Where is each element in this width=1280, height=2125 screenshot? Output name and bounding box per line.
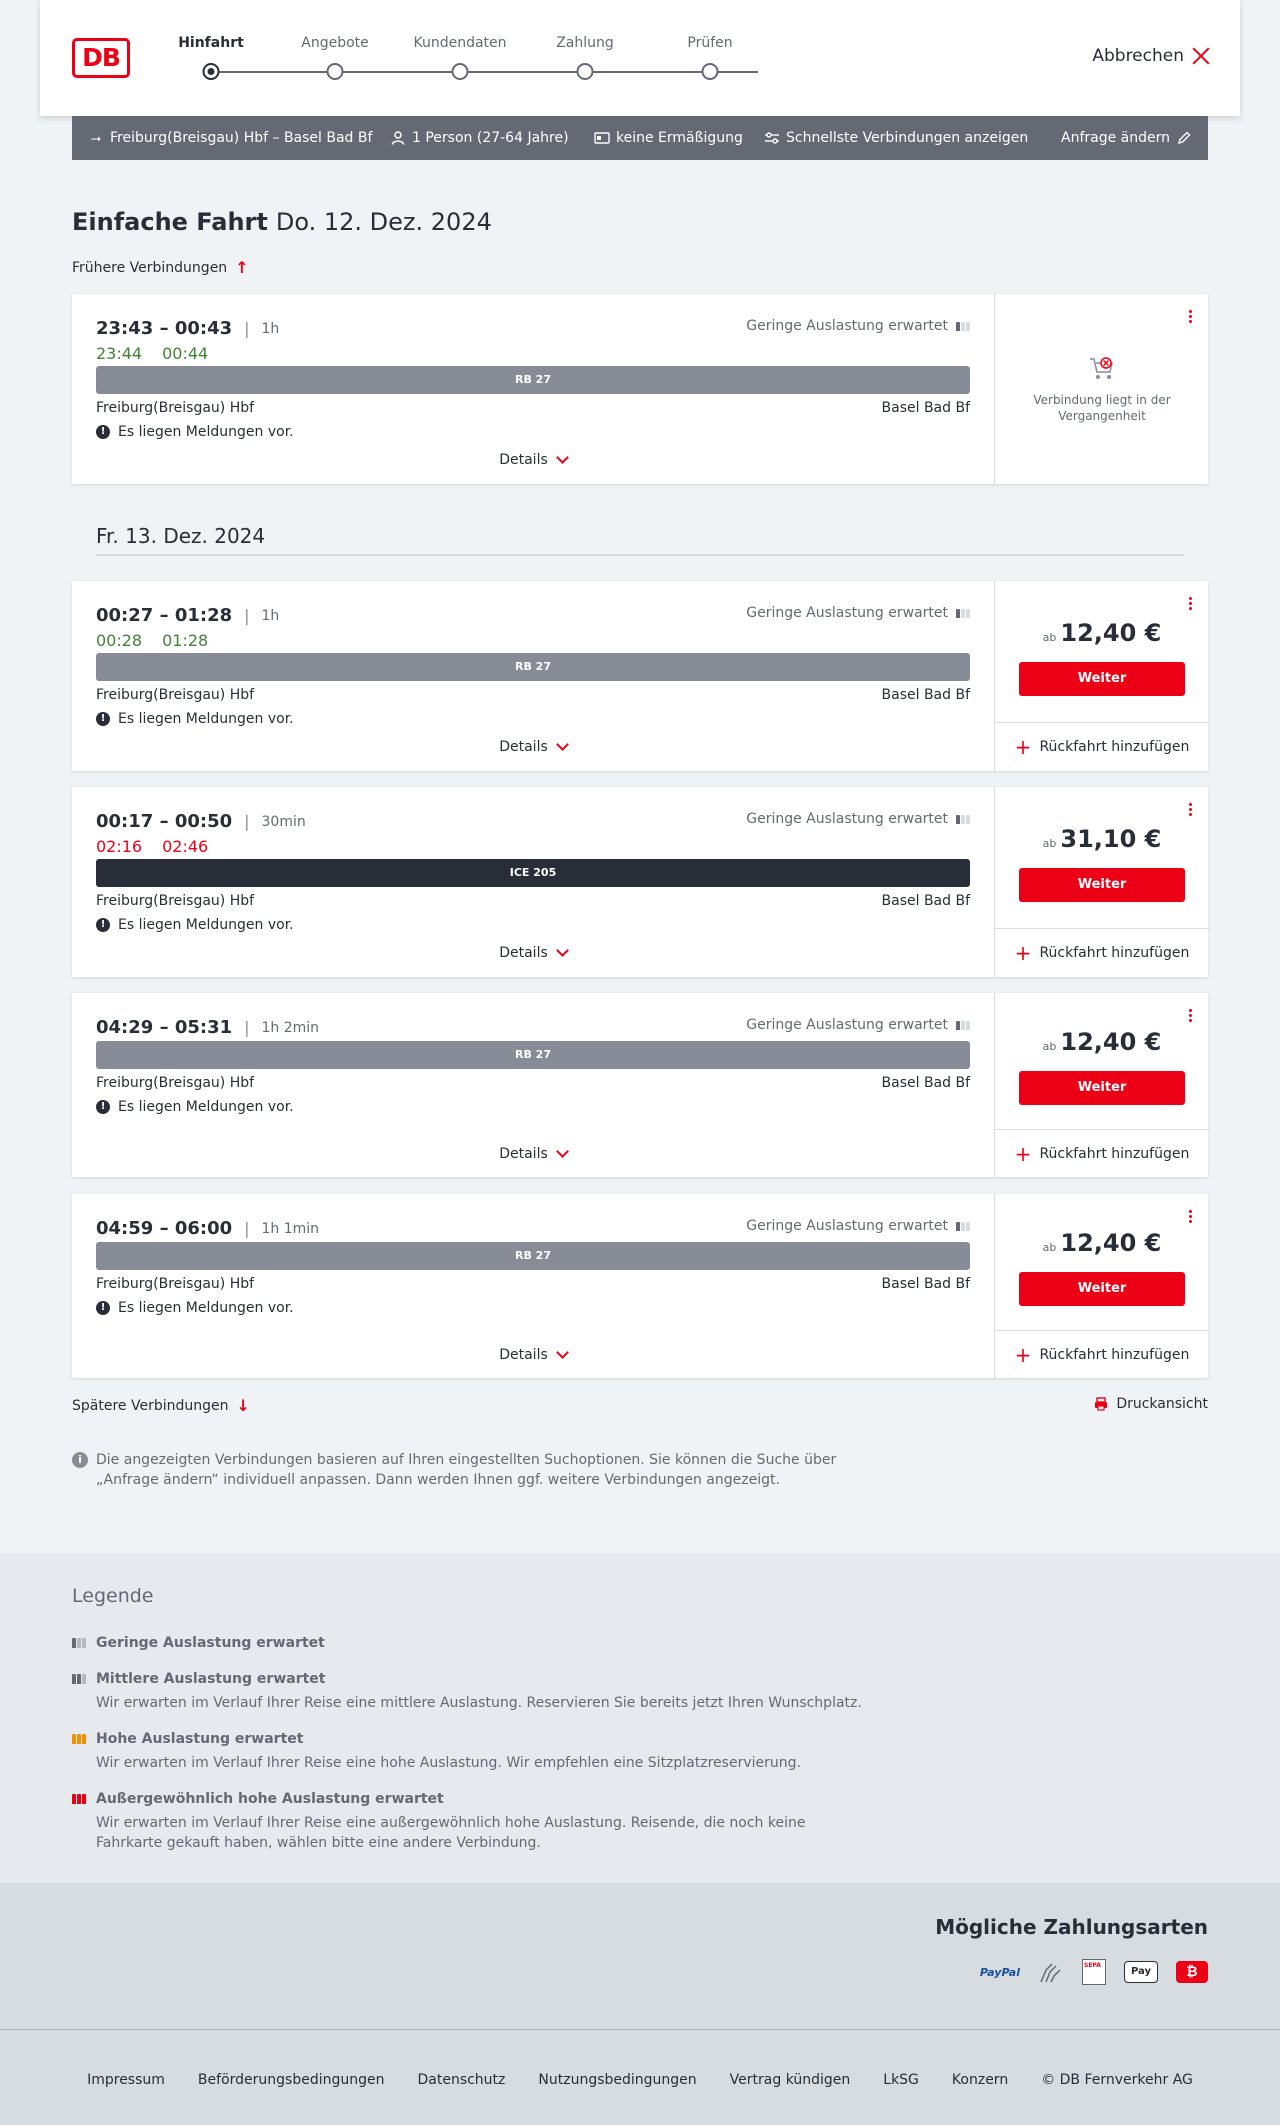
connection-times: 00:27 – 01:28 | 1h [96,605,280,626]
add-return-button[interactable] [995,1330,1209,1378]
notice-text: Es liegen Meldungen vor. [118,917,294,933]
load-text: Geringe Auslastung erwartet [746,811,948,827]
realtime-departure: 00:28 [96,631,143,650]
details-label: Details [499,739,548,755]
duration: 1h [261,607,280,624]
destination-station: Basel Bad Bf [881,687,970,703]
connection-card [72,787,1208,977]
footer-link-datenschutz[interactable]: Datenschutz [417,2072,506,2088]
train-bar[interactable]: RB 27 [96,366,970,394]
connection-times: 00:17 – 00:50 | 30min [96,811,306,832]
earlier-connections-link[interactable] [72,258,249,277]
occupancy-low-icon [956,609,970,618]
load-indicator [746,605,970,621]
connection-card [72,1194,1208,1378]
train-bar[interactable]: RB 27 [96,1242,970,1270]
departure-arrival: 00:27 – 01:28 [96,605,233,626]
step-zahlung-dot [577,63,594,80]
duration: 1h 1min [261,1220,320,1237]
summary-passengers [390,116,569,160]
departure-arrival: 23:43 – 00:43 [96,318,233,339]
chevron-down-icon [556,1145,569,1158]
realtime-departure: 23:44 [96,344,143,363]
legend-item-high [72,1731,872,1773]
train-bar[interactable]: RB 27 [96,653,970,681]
load-indicator [746,811,970,827]
details-toggle[interactable] [72,1146,994,1162]
alert-icon: ! [96,425,110,439]
arrow-right-icon: ⭢ [90,130,102,146]
price-value: 12,40 € [1060,619,1162,647]
add-return-label: Rückfahrt hinzufügen [1039,738,1190,755]
price [995,1229,1209,1257]
duration: 1h [261,320,280,337]
plus-icon: + [1014,734,1032,759]
departure-arrival: 04:29 – 05:31 [96,1017,233,1038]
stepper-line [210,71,758,73]
footer-link-vertrag-kuendigen[interactable]: Vertrag kündigen [729,2072,851,2088]
cart-unavailable-icon [1088,356,1116,382]
legend-item-exceptional [72,1791,872,1853]
connection-card [72,294,1208,484]
price-value: 12,40 € [1060,1229,1162,1257]
alert-icon: ! [96,712,110,726]
notice [96,424,294,440]
chevron-down-icon [556,738,569,751]
footer-link-konzern[interactable]: Konzern [951,2072,1009,2088]
footer-link-befoerderungsbedingungen[interactable]: Beförderungsbedingungen [197,2072,385,2088]
load-text: Geringe Auslastung erwartet [746,1017,948,1033]
print-view-link[interactable] [1094,1396,1208,1412]
occupancy-exceptional-icon [72,1794,88,1804]
origin-station: Freiburg(Breisgau) Hbf [96,1276,255,1292]
connection-card [72,581,1208,771]
summary-route-text: Freiburg(Breisgau) Hbf – Basel Bad Bf [110,130,373,146]
footer-link-impressum[interactable]: Impressum [87,2072,165,2088]
apple-pay-icon: Pay [1124,1961,1158,1983]
summary-discount [594,116,743,160]
more-options-icon[interactable] [1189,1009,1192,1022]
earlier-connections-label: Frühere Verbindungen [72,259,228,276]
chevron-down-icon [556,451,569,464]
continue-button[interactable]: Weiter [1019,662,1185,696]
step-angebote-dot [327,63,344,80]
edit-request-button[interactable] [1061,116,1192,160]
step-angebote-label: Angebote [301,35,369,51]
realtime-times [96,837,228,856]
continue-button[interactable]: Weiter [1019,1272,1185,1306]
departure-arrival: 04:59 – 06:00 [96,1218,233,1239]
step-zahlung-label: Zahlung [556,35,614,51]
chevron-down-icon [556,1346,569,1359]
summary-option-text: Schnellste Verbindungen anzeigen [786,130,1029,146]
step-kundendaten-dot [452,63,469,80]
paypal-icon: PayPal [979,1965,1020,1979]
person-icon [390,131,406,145]
add-return-button[interactable] [995,722,1209,770]
summary-discount-text: keine Ermäßigung [616,130,743,146]
summary-option [764,116,1028,160]
add-return-label: Rückfahrt hinzufügen [1039,944,1190,961]
origin-station: Freiburg(Breisgau) Hbf [96,893,255,909]
sepa-icon [1082,1959,1106,1985]
load-text: Geringe Auslastung erwartet [746,605,948,621]
train-bar[interactable]: ICE 205 [96,859,970,887]
realtime-arrival: 02:46 [162,837,209,856]
printer-icon [1094,1397,1108,1411]
add-return-label: Rückfahrt hinzufügen [1039,1346,1190,1363]
edit-request-label: Anfrage ändern [1061,130,1170,146]
notice [96,1300,294,1316]
load-indicator [746,318,970,334]
realtime-departure: 02:16 [96,837,143,856]
info-icon: i [72,1452,88,1468]
train-bar[interactable]: RB 27 [96,1041,970,1069]
step-kundendaten-label: Kundendaten [413,35,507,51]
occupancy-low-icon [956,1222,970,1231]
price-prefix: ab [1042,631,1057,644]
more-options-icon[interactable] [1189,1210,1192,1223]
occupancy-low-icon [956,1021,970,1030]
more-options-icon[interactable] [1189,803,1192,816]
close-icon [1192,47,1210,65]
occupancy-low-icon [956,322,970,331]
details-label: Details [499,1347,548,1363]
origin-station: Freiburg(Breisgau) Hbf [96,687,255,703]
cancel-label: Abbrechen [1092,46,1184,66]
legend-label: Hohe Auslastung erwartet [96,1731,304,1747]
arrow-down-icon: ↓ [236,1396,250,1415]
summary-passengers-text: 1 Person (27-64 Jahre) [412,130,569,146]
legend-label: Geringe Auslastung erwartet [96,1635,325,1651]
price-prefix: ab [1042,1241,1057,1254]
notice-text: Es liegen Meldungen vor. [118,424,294,440]
trip-type: Einfache Fahrt [72,208,268,236]
destination-station: Basel Bad Bf [881,1075,970,1091]
legend-description: Wir erwarten im Verlauf Ihrer Reise eine außergewöhnlich hohe Auslastung. Reisende, die noch keine Fahrkarte gekauft haben, wählen bitte eine andere Verbindung. [96,1815,806,1851]
travel-date: Do. 12. Dez. 2024 [275,208,492,236]
origin-station: Freiburg(Breisgau) Hbf [96,400,255,416]
notice [96,1099,294,1115]
alert-icon: ! [96,1301,110,1315]
occupancy-low-icon [956,815,970,824]
origin-station: Freiburg(Breisgau) Hbf [96,1075,255,1091]
realtime-times [96,631,228,650]
past-connection-text: Verbindung liegt in der Vergangenheit [1033,393,1171,423]
legend-item-medium [72,1671,872,1713]
db-payment-icon: ₿ [1176,1961,1208,1983]
step-hinfahrt-label: Hinfahrt [178,35,244,51]
notice-text: Es liegen Meldungen vor. [118,1099,294,1115]
price [995,619,1209,647]
duration: 30min [261,813,306,830]
search-summary-bar [72,116,1208,160]
continue-button[interactable]: Weiter [1019,1071,1185,1105]
occupancy-high-icon [72,1734,88,1744]
realtime-times [96,344,228,363]
details-toggle[interactable] [72,1347,994,1363]
legend-label: Mittlere Auslastung erwartet [96,1671,326,1687]
card-icon [594,132,610,144]
more-options-icon[interactable] [1189,310,1192,323]
add-return-button[interactable] [995,928,1209,976]
price-prefix: ab [1042,837,1057,850]
price-value: 31,10 € [1060,825,1162,853]
details-label: Details [499,452,548,468]
duration: 1h 2min [261,1019,320,1036]
add-return-button[interactable] [995,1129,1209,1177]
later-connections-link[interactable] [72,1396,250,1415]
occupancy-medium-icon [72,1674,88,1684]
destination-station: Basel Bad Bf [881,1276,970,1292]
payment-icons [980,1959,1208,1985]
filter-icon [764,132,780,144]
copyright: © DB Fernverkehr AG [1041,2072,1193,2088]
payment-title: Mögliche Zahlungsarten [935,1915,1208,1939]
arrow-up-icon: ↑ [235,258,249,277]
cancel-button[interactable] [1092,46,1210,66]
occupancy-low-icon [72,1638,88,1648]
details-label: Details [499,1146,548,1162]
price-prefix: ab [1042,1040,1057,1053]
past-connection-info [995,356,1209,424]
continue-button[interactable]: Weiter [1019,868,1185,902]
connection-times: 04:29 – 05:31 | 1h 2min [96,1017,320,1038]
load-indicator [746,1218,970,1234]
price [995,1028,1209,1056]
legend-item-low [72,1635,872,1651]
db-logo[interactable]: DB [72,38,130,78]
notice-text: Es liegen Meldungen vor. [118,711,294,727]
details-label: Details [499,945,548,961]
details-toggle[interactable] [72,452,994,468]
load-indicator [746,1017,970,1033]
notice [96,917,294,933]
connection-times: 04:59 – 06:00 | 1h 1min [96,1218,320,1239]
pencil-icon [1176,131,1192,145]
alert-icon: ! [96,918,110,932]
footer-link-lksg[interactable]: LkSG [883,2072,919,2088]
destination-station: Basel Bad Bf [881,400,970,416]
details-toggle[interactable] [72,945,994,961]
search-info [72,1450,852,1490]
more-options-icon[interactable] [1189,597,1192,610]
plus-icon: + [1014,940,1032,965]
legend-section [0,1553,1280,1883]
alert-icon: ! [96,1100,110,1114]
plus-icon: + [1014,1342,1032,1367]
departure-arrival: 00:17 – 00:50 [96,811,233,832]
price [995,825,1209,853]
progress-header [40,0,1240,116]
notice [96,711,294,727]
realtime-arrival: 00:44 [162,344,209,363]
step-pruefen-dot [702,63,719,80]
notice-text: Es liegen Meldungen vor. [118,1300,294,1316]
legend-label: Außergewöhnlich hohe Auslastung erwartet [96,1791,444,1807]
price-value: 12,40 € [1060,1028,1162,1056]
legend-description: Wir erwarten im Verlauf Ihrer Reise eine hohe Auslastung. Wir empfehlen eine Sitzplatzreservierung. [96,1755,801,1771]
details-toggle[interactable] [72,739,994,755]
payment-section [0,1883,1280,2029]
direct-debit-icon [1038,1960,1064,1984]
connection-times: 23:43 – 00:43 | 1h [96,318,280,339]
load-text: Geringe Auslastung erwartet [746,1218,948,1234]
load-text: Geringe Auslastung erwartet [746,318,948,334]
sepa-label: SEPA [1084,1962,1101,1969]
date-separator: Fr. 13. Dez. 2024 [96,524,1184,556]
print-view-label: Druckansicht [1116,1396,1208,1412]
connection-card [72,993,1208,1177]
chevron-down-icon [556,944,569,957]
realtime-arrival: 01:28 [162,631,209,650]
plus-icon: + [1014,1141,1032,1166]
step-hinfahrt-dot [203,63,220,80]
footer-link-nutzungsbedingungen[interactable]: Nutzungsbedingungen [538,2072,697,2088]
page-title [72,208,492,236]
search-info-text: Die angezeigten Verbindungen basieren auf Ihren eingestellten Suchoptionen. Sie können die Suche über „Anfrage ändern“ individuell anpassen. Dann werden Ihnen ggf. weitere Verbindungen angezeigt. [96,1452,837,1488]
footer [0,2029,1280,2125]
add-return-label: Rückfahrt hinzufügen [1039,1145,1190,1162]
legend-title: Legende [72,1585,154,1607]
destination-station: Basel Bad Bf [881,893,970,909]
step-pruefen-label: Prüfen [687,35,733,51]
summary-route [88,116,372,160]
later-connections-label: Spätere Verbindungen [72,1397,229,1414]
legend-description: Wir erwarten im Verlauf Ihrer Reise eine mittlere Auslastung. Reservieren Sie bereits jetzt Ihren Wunschplatz. [96,1695,862,1711]
